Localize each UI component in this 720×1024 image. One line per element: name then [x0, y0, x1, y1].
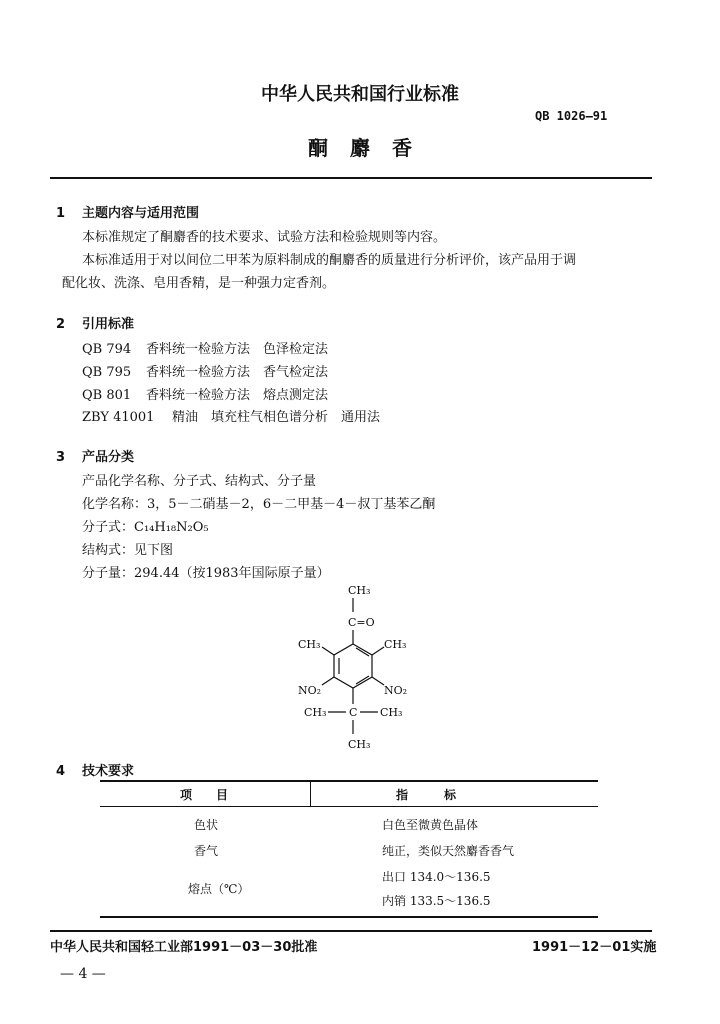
- section-1-paragraph-1: 本标准规定了酮麝香的技术要求、试验方法和检验规则等内容。: [82, 230, 447, 245]
- reference-text: 香料统一检验方法 熔点测定法: [146, 388, 329, 403]
- reference-item: [82, 409, 380, 427]
- section-title: 引用标准: [82, 317, 135, 332]
- structural-formula-label: 结构式：见下图: [82, 543, 174, 558]
- structure-tbutyl-left: CH₃: [304, 706, 327, 719]
- table-cell-item: 香气: [194, 844, 219, 858]
- implementation-date: 1991－12－01实施: [532, 940, 657, 955]
- bond: [372, 677, 384, 685]
- section-1-paragraph-2-line-1: 本标准适用于对以间位二甲苯为原料制成的酮麝香的质量进行分析评价，该产品用于调: [82, 253, 577, 268]
- page-number: — 4 —: [60, 966, 106, 982]
- structure-left-nitro: NO₂: [298, 684, 322, 697]
- table-cell-value: 白色至微黄色晶体: [382, 818, 479, 832]
- section-title: 技术要求: [82, 764, 135, 779]
- section-title: 主题内容与适用范围: [82, 206, 200, 221]
- molecular-formula: 分子式：C₁₄H₁₈N₂O₅: [82, 520, 209, 535]
- section-number: 3: [56, 450, 66, 465]
- bond: [372, 647, 384, 655]
- header-organization: 中华人民共和国行业标准: [261, 84, 459, 105]
- approval-line: 中华人民共和国轻工业部1991－03－30批准: [50, 940, 318, 955]
- reference-text: 香料统一检验方法 色泽检定法: [146, 342, 329, 357]
- standard-code: QB 1026—91: [535, 109, 608, 123]
- section-title: 产品分类: [82, 450, 135, 465]
- reference-item: [82, 364, 328, 382]
- table-cell-value: 纯正，类似天然麝香香气: [382, 844, 515, 858]
- table-header-value: 指 标: [396, 788, 457, 802]
- structure-tbutyl-center: C: [349, 706, 358, 719]
- reference-code: QB 794: [82, 342, 132, 357]
- table-cell-item: 熔点（℃）: [188, 882, 250, 896]
- reference-text: 香料统一检验方法 香气检定法: [146, 365, 329, 380]
- table-cell-value-export: 出口 134.0～136.5: [382, 870, 491, 884]
- bond: [322, 647, 334, 655]
- reference-item: [82, 341, 328, 359]
- bottom-divider: [50, 930, 652, 932]
- table-header-item: 项 目: [180, 788, 229, 802]
- structural-formula-diagram: [290, 580, 440, 755]
- benzene-ring: [334, 644, 372, 688]
- table-top-border: [100, 780, 598, 782]
- table-cell-item: 色状: [194, 818, 219, 832]
- structure-right-methyl: CH₃: [384, 638, 407, 651]
- section-number: 1: [56, 206, 66, 221]
- structure-left-methyl: CH₃: [298, 638, 321, 651]
- chemical-name: 化学名称：3，5－二硝基－2，6－二甲基－4－叔丁基苯乙酮: [82, 497, 436, 512]
- table-header-bottom-border: [100, 806, 598, 807]
- section-number: 4: [56, 764, 66, 779]
- table-bottom-border: [100, 916, 598, 918]
- reference-text: 精油 填充柱气相色谱分析 通用法: [172, 410, 381, 425]
- section-4-heading: [56, 760, 134, 779]
- reference-code: QB 795: [82, 365, 132, 380]
- reference-code: QB 801: [82, 388, 132, 403]
- document-title: 酮麝香: [308, 136, 434, 160]
- top-divider: [50, 177, 652, 179]
- section-3-heading: [56, 446, 134, 465]
- classification-line: 产品化学名称、分子式、结构式、分子量: [82, 474, 317, 489]
- section-2-heading: [56, 313, 134, 332]
- structure-carbonyl: C=O: [348, 616, 375, 629]
- section-number: 2: [56, 317, 66, 332]
- structure-tbutyl-bottom: CH₃: [348, 738, 371, 751]
- reference-item: [82, 387, 328, 405]
- molecular-weight: 分子量：294.44（按1983年国际原子量）: [82, 566, 330, 581]
- section-1-heading: [56, 202, 199, 221]
- structure-top-methyl: CH₃: [348, 584, 371, 597]
- structure-tbutyl-right: CH₃: [380, 706, 403, 719]
- structure-right-nitro: NO₂: [384, 684, 408, 697]
- table-cell-value-domestic: 内销 133.5～136.5: [382, 894, 491, 908]
- reference-code: ZBY 41001: [82, 410, 155, 425]
- bond: [322, 677, 334, 685]
- table-header-divider: [310, 780, 311, 806]
- section-1-paragraph-2-line-2: 配化妆、洗涤、皂用香精，是一种强力定香剂。: [62, 276, 336, 291]
